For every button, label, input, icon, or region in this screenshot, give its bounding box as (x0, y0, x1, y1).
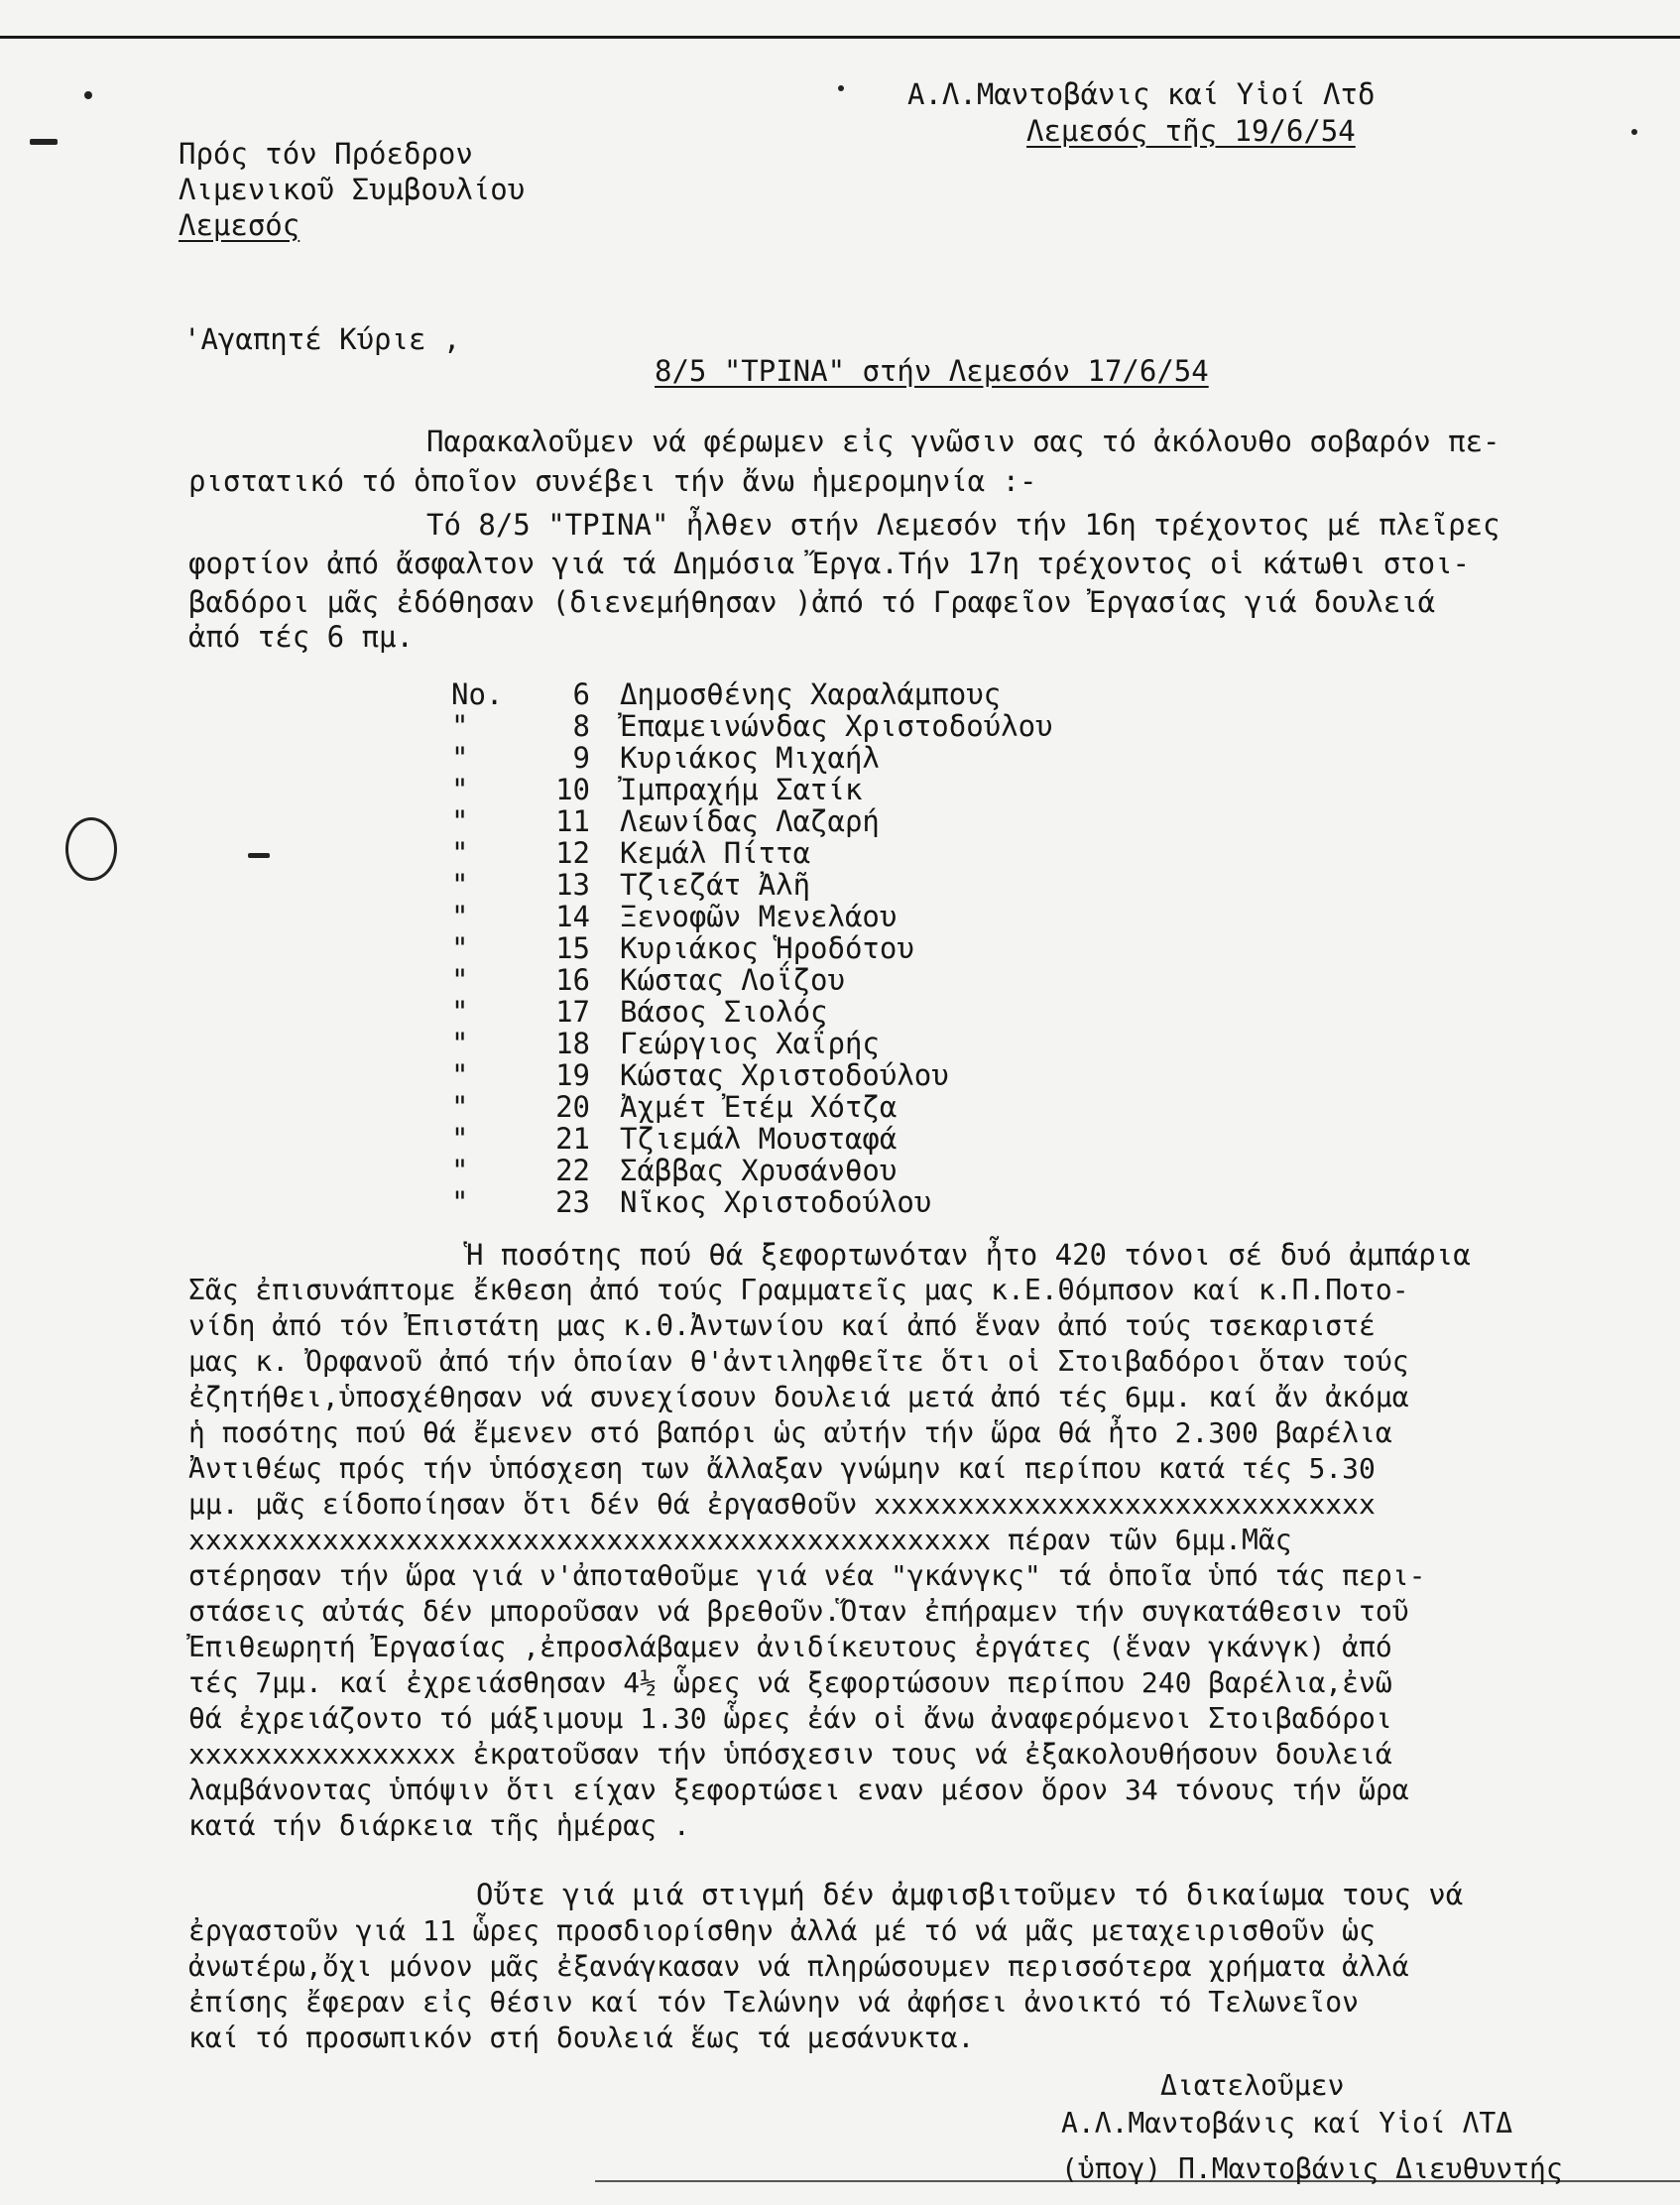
punch-hole (65, 817, 117, 881)
para2-line: Ἀντιθέως πρός τήν ὑπόσχεση των ἄλλαξαν γνώμην καί περίπου κατά τές 5.30 (188, 1452, 1376, 1485)
para2-line: ἐζητήθει,ὑποσχέθησαν νά συνεχίσουν δουλειά μετά ἀπό τές 6μμ. καί ἄν ἀκόμα (188, 1381, 1409, 1413)
para3-line: ἐργαστοῦν γιά 11 ὧρες προσδιορίσθην ἀλλά μέ τό νά μᾶς μεταχειρισθοῦν ὡς (188, 1914, 1376, 1947)
recipient-line-3: Λεμεσός (179, 208, 300, 242)
para2-line: στέρησαν τήν ὥρα γιά ν'ἀποταθοῦμε γιά νέα "γκάνγκς" τά ὁποῖα ὑπό τάς περι- (188, 1559, 1426, 1592)
salutation: 'Αγαπητέ Κύριε , (183, 322, 461, 356)
para2-line: ἡ ποσότης πού θά ἔμενεν στό βαπόρι ὡς αὐτήν τήν ὥρα θά ἦτο 2.300 βαρέλια (188, 1416, 1392, 1449)
closing-line: Διατελοῦμεν (1160, 2069, 1345, 2102)
para1-line: βαδόροι μᾶς ἐδόθησαν (διενεμήθησαν )ἀπό τό Γραφεῖον Ἐργασίας γιά δουλειά (188, 585, 1436, 619)
para1-line: φορτίον ἀπό ἄσφαλτον γιά τά Δημόσια Ἔργα.Τήν 17η τρέχοντος οἱ κάτωθι στοι- (188, 547, 1471, 580)
para2-line: Ἐπιθεωρητή Ἐργασίας ,ἐπροσλάβαμεν ἀνιδίκευτους ἐργάτες (ἕναν γκάνγκ) ἀπό (188, 1631, 1392, 1663)
para3-line: Οὔτε γιά μιά στιγμή δέν ἀμφισβιτοῦμεν τό δικαίωμα τους νά (476, 1878, 1464, 1911)
para2-line: μας κ. Ὀρφανοῦ ἀπό τήν ὁποίαν θ'ἀντιληφθεῖτε ὅτι οἱ Στοιβαδόροι ὅταν τούς (188, 1345, 1409, 1378)
speck (30, 139, 58, 145)
para2-line: μμ. μᾶς είδοποίησαν ὅτι δέν θά ἐργασθοῦν xxxxxxxxxxxxxxxxxxxxxxxxxxxxxx (188, 1488, 1376, 1521)
speck (838, 85, 844, 91)
speck (248, 853, 270, 858)
sender-company: Α.Λ.Μαντοβάνις καί Υἱοί Λτδ (907, 77, 1376, 111)
para2-line: τές 7μμ. καί ἐχρειάσθησαν 4½ ὧρες νά ξεφορτώσουν περίπου 240 βαρέλια,ἐνῶ (188, 1666, 1392, 1699)
para2-line: xxxxxxxxxxxxxxxxxxxxxxxxxxxxxxxxxxxxxxxxxxxxxxxx πέραν τῶν 6μμ.Μᾶς (188, 1524, 1292, 1556)
para3-line: ἀνωτέρω,ὄχι μόνον μᾶς ἐξανάγκασαν νά πληρώσουμεν περισσότερα χρήματα ἀλλά (188, 1950, 1409, 1983)
para2-line: κατά τήν διάρκεια τῆς ἡμέρας . (188, 1809, 690, 1842)
recipient-line-1: Πρός τόν Πρόεδρον (179, 137, 473, 171)
sender-place-date: Λεμεσός τῆς 19/6/54 (1026, 114, 1356, 148)
speck (1631, 129, 1637, 135)
para2-line: στάσεις αὐτάς δέν μποροῦσαν νά βρεθοῦν.Ὅταν ἐπήραμεν τήν συγκατάθεσιν τοῦ (188, 1595, 1409, 1628)
para2-line: xxxxxxxxxxxxxxxx ἐκρατοῦσαν τήν ὑπόσχεσιν τους νά ἐξακολουθήσουν δουλειά (188, 1738, 1392, 1771)
letter-page: Α.Λ.Μαντοβάνις καί Υἱοί Λτδ Λεμεσός τῆς 19/6/54 Πρός τόν Πρόεδρον Λιμενικοῦ Συμβουλίου Λεμεσός 'Αγαπητέ Κύριε , 8/5 "ΤΡΙΝΑ" στήν Λεμεσόν 17/6/54 Παρακαλοῦμεν νά φέρωμεν εἰς γνῶσιν σας τό ἀκόλουθο σοβαρόν πε- ριστατικό τό ὁποῖον συνέβει τήν ἄνω ἡμερομηνία :- Τό 8/5 "ΤΡΙΝΑ" ἦλθεν στήν Λεμεσόν τήν 16η τρέχοντος μέ πλεῖρες φορτίον ἀπό ἄσφαλτον γιά τά Δημόσια Ἔργα.Τήν 17η τρέχοντος οἱ κάτωθι στοι- βαδόροι μᾶς ἐδόθησαν (διενεμήθησαν )ἀπό τό Γραφεῖον Ἐργασίας γιά δουλειά ἀπό τές 6 πμ. No. 6 Δημοσθένης Χαραλάμπους " 8 Ἐπαμεινώνδας Χριστοδούλου " 9 Κυριάκος Μιχαήλ " 10 Ἰμπραχήμ Σατίκ " 11 Λεωνίδας Λαζαρή " 12 Κεμάλ Πίττα " 13 Τζιεζάτ Ἀλῆ " 14 Ξενοφῶν Μενελάου " 15 Κυριάκος Ἡροδότου " 16 Κώστας Λοΐζου " 17 Βάσος Σιολός " 18 Γεώργιος Χαΐρής " 19 Κώστας Χριστοδούλου " 20 Ἀχμέτ Ἐτέμ Χότζα " 21 Τζιεμάλ Μουσταφά " 22 Σάββας Χρυσάνθου " 23 Νῖκος Χριστοδούλου Ἡ ποσότης πού θά ξεφορτωνόταν ἦτο 420 τόνοι σέ δυό ἀμπάρια Σᾶς ἐπισυνάπτομε ἔκθεση ἀπό τούς Γραμματεῖς μας κ.Ε.Θόμπσον καί κ.Π.Ποτο- νίδη ἀπό τόν Ἐπιστάτη μας κ.Θ.Ἀντωνίου καί ἀπό ἕναν ἀπό τούς τσεκαριστέ μας κ. Ὀρφανοῦ ἀπό τήν ὁποίαν θ'ἀντιληφθεῖτε ὅτι οἱ Στοιβαδόροι ὅταν τούς ἐζητήθει,ὑποσχέθησαν νά συνεχίσουν δουλειά μετά ἀπό τές 6μμ. καί ἄν ἀκόμα ἡ ποσότης πού θά ἔμενεν στό βαπόρι ὡς αὐτήν τήν ὥρα θά ἦτο 2.300 βαρέλια Ἀντιθέως πρός τήν ὑπόσχεση των ἄλλαξαν γνώμην καί περίπου κατά τές 5.30 μμ. μᾶς είδοποίησαν ὅτι δέν θά ἐργασθοῦν xxxxxxxxxxxxxxxxxxxxxxxxxxxxxx xxxxxxxxxxxxxxxxxxxxxxxxxxxxxxxxxxxxxxxxxxxxxxxx πέραν τῶν 6μμ.Μᾶς στέρησαν τήν ὥρα γιά ν'ἀποταθοῦμε γιά νέα "γκάνγκς" τά ὁποῖα ὑπό τάς περι- στάσεις αὐτάς δέν μποροῦσαν νά βρεθοῦν.Ὅταν ἐπήραμεν τήν συγκατάθεσιν τοῦ Ἐπιθεωρητή Ἐργασίας ,ἐπροσλάβαμεν ἀνιδίκευτους ἐργάτες (ἕναν γκάνγκ) ἀπό τές 7μμ. καί ἐχρειάσθησαν 4½ ὧρες νά ξεφορτώσουν περίπου 240 βαρέλια,ἐνῶ θά ἐχρειάζοντο τό μάξιμουμ 1.30 ὧρες ἐάν οἱ ἄνω ἀναφερόμενοι Στοιβαδόροι xxxxxxxxxxxxxxxx ἐκρατοῦσαν τήν ὑπόσχεσιν τους νά ἐξακολουθήσουν δουλειά λαμβάνοντας ὑπόψιν ὅτι είχαν ξεφορτώσει εναν μέσον ὅρον 34 τόνους τήν ὥρα κατά τήν διάρκεια τῆς ἡμέρας . Οὔτε γιά μιά στιγμή δέν ἀμφισβιτοῦμεν τό δικαίωμα τους νά ἐργαστοῦν γιά 11 ὧρες προσδιορίσθην ἀλλά μέ τό νά μᾶς μεταχειρισθοῦν ὡς ἀνωτέρω,ὄχι μόνον μᾶς ἐξανάγκασαν νά πληρώσουμεν περισσότερα χρήματα ἀλλά ἐπίσης ἔφεραν εἰς θέσιν καί τόν Τελώνην νά ἀφήσει ἀνοικτό τό Τελωνεῖον καί τό προσωπικόν στή δουλειά ἕως τά μεσάνυκτα. Διατελοῦμεν Α.Λ.Μαντοβάνις καί Υἱοί ΛΤΔ (ὑπογ) Π.Μαντοβάνις Διευθυντής (0, 0, 1680, 2205)
recipient-line-2: Λιμενικοῦ Συμβουλίου (179, 173, 526, 206)
para1-line: Τό 8/5 "ΤΡΙΝΑ" ἦλθεν στήν Λεμεσόν τήν 16η τρέχοντος μέ πλεῖρες (426, 508, 1500, 542)
subject-line: 8/5 "ΤΡΙΝΑ" στήν Λεμεσόν 17/6/54 (655, 354, 1209, 388)
para2-line: Σᾶς ἐπισυνάπτομε ἔκθεση ἀπό τούς Γραμματεῖς μας κ.Ε.Θόμπσον καί κ.Π.Ποτο- (188, 1274, 1409, 1306)
intro-line: Παρακαλοῦμεν νά φέρωμεν εἰς γνῶσιν σας τό ἀκόλουθο σοβαρόν πε- (426, 425, 1500, 458)
intro-line: ριστατικό τό ὁποῖον συνέβει τήν ἄνω ἡμερομηνία :- (188, 464, 1037, 498)
closing-company: Α.Λ.Μαντοβάνις καί Υἱοί ΛΤΔ (1061, 2107, 1513, 2140)
para2-line: λαμβάνοντας ὑπόψιν ὅτι είχαν ξεφορτώσει εναν μέσον ὅρον 34 τόνους τήν ὥρα (188, 1774, 1409, 1806)
para3-line: ἐπίσης ἔφεραν εἰς θέσιν καί τόν Τελώνην νά ἀφήσει ἀνοικτό τό Τελωνεῖον (188, 1986, 1360, 2019)
speck (84, 91, 92, 99)
closing-signature: (ὑπογ) Π.Μαντοβάνις Διευθυντής (1061, 2152, 1563, 2185)
para2-line: νίδη ἀπό τόν Ἐπιστάτη μας κ.Θ.Ἀντωνίου καί ἀπό ἕναν ἀπό τούς τσεκαριστέ (188, 1309, 1376, 1342)
para1-line: ἀπό τές 6 πμ. (188, 620, 414, 654)
para3-line: καί τό προσωπικόν στή δουλειά ἕως τά μεσάνυκτα. (188, 2021, 975, 2054)
para2-line: Ἡ ποσότης πού θά ξεφορτωνόταν ἦτο 420 τόνοι σέ δυό ἀμπάρια (466, 1238, 1471, 1272)
para2-line: θά ἐχρειάζοντο τό μάξιμουμ 1.30 ὧρες ἐάν οἱ ἄνω ἀναφερόμενοι Στοιβαδόροι (188, 1702, 1392, 1735)
top-rule (0, 36, 1680, 39)
